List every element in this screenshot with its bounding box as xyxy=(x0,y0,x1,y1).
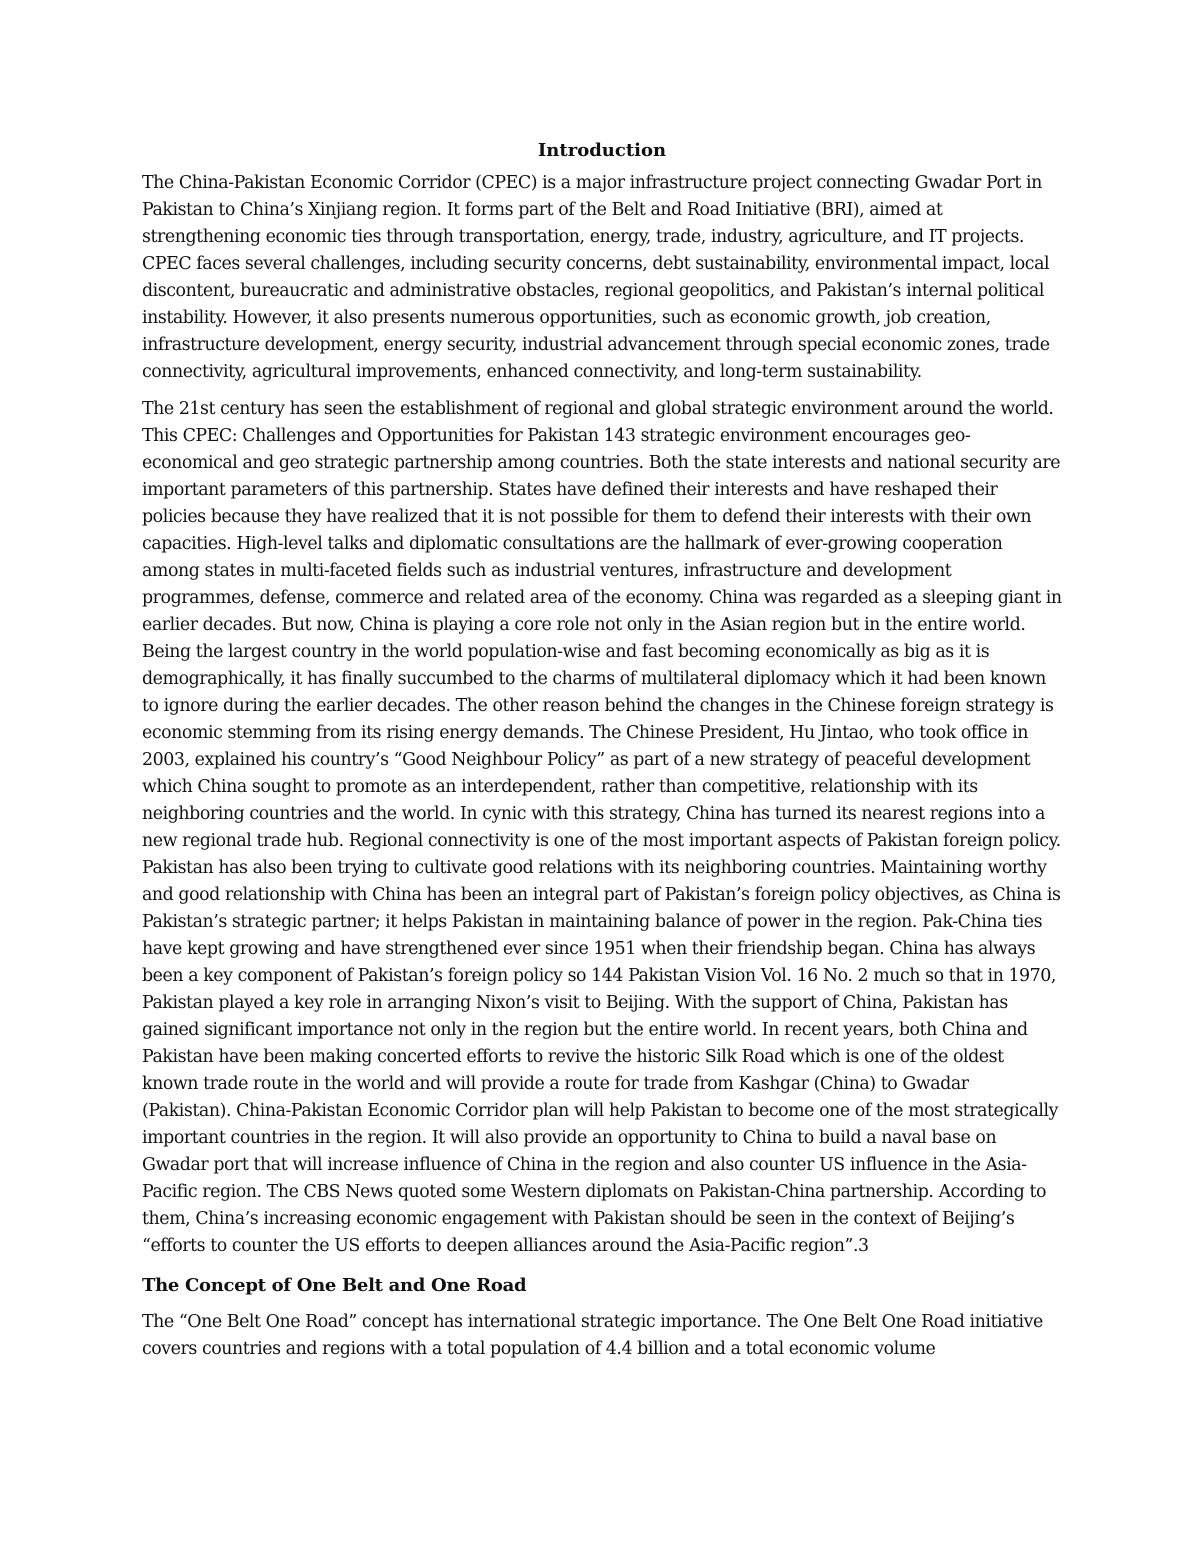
document-title: Introduction xyxy=(537,140,667,161)
paragraph-strategic-environment: The 21st century has seen the establishment of regional and global strategic environment around the world. This CPEC: Challenges and Opportunities for Pakistan 143 strategic environment encourages geo-economical and geo strategic partnership among countries. Both the state interests and national security are important parameters of this partnership. States have defined their interests and have reshaped their policies because they have realized that it is not possible for them to defend their interests with their own capacities. High-level talks and diplomatic consultations are the hallmark of ever-growing cooperation among states in multi-faceted fields such as industrial ventures, infrastructure and development programmes, defense, commerce and related area of the economy. China was regarded as a sleeping giant in earlier decades. But now, China is playing a core role not only in the Asian region but in the entire world. Being the largest country in the world population-wise and fast becoming economically as big as it is demographically, it has finally succumbed to the charms of multilateral diplomacy which it had been known to ignore during the earlier decades. The other reason behind the changes in the Chinese foreign strategy is economic stemming from its rising energy demands. The Chinese President, Hu Jintao, who took office in 2003, explained his country’s “Good Neighbour Policy” as part of a new strategy of peaceful development which China sought to promote as an interdependent, rather than competitive, relationship with its neighboring countries and the world. In cynic with this strategy, China has turned its nearest regions into a new regional trade hub. Regional connectivity is one of the most important aspects of Pakistan foreign policy. Pakistan has also been trying to cultivate good relations with its neighboring countries. Maintaining worthy and good relationship with China has been an integral part of Pakistan’s foreign policy objectives, as China is Pakistan’s strategic partner; it helps Pakistan in maintaining balance of power in the region. Pak-China ties have kept growing and have strengthened ever since 1951 when their friendship began. China has always been a key component of Pakistan’s foreign policy so 144 Pakistan Vision Vol. 16 No. 2 much so that in 1970, Pakistan played a key role in arranging Nixon’s visit to Beijing. With the support of China, Pakistan has gained significant importance not only in the region but the entire world. In recent years, both China and Pakistan have been making concerted efforts to revive the historic Silk Road which is one of the oldest known trade route in the world and will provide a route for trade from Kashgar (China) to Gwadar (Pakistan). China-Pakistan Economic Corridor plan will help Pakistan to become one of the most strategically important countries in the region. It will also provide an opportunity to China to build a naval base on Gwadar port that will increase influence of China in the region and also counter US influence in the Asia-Pacific region. The CBS News quoted some Western diplomats on Pakistan-China partnership. According to them, China’s increasing economic engagement with Pakistan should be seen in the context of Beijing’s “efforts to counter the US efforts to deepen alliances around the Asia-Pacific region”.3 xyxy=(142,399,1062,1256)
paragraph-introduction: The China-Pakistan Economic Corridor (CPEC) is a major infrastructure project connecting Gwadar Port in Pakistan to China’s Xinjiang region. It forms part of the Belt and Road Initiative (BRI), aimed at strengthening economic ties through transportation, energy, trade, industry, agriculture, and IT projects. CPEC faces several challenges, including security concerns, debt sustainability, environmental impact, local discontent, bureaucratic and administrative obstacles, regional geopolitics, and Pakistan’s internal political instability. However, it also presents numerous opportunities, such as economic growth, job creation, infrastructure development, energy security, industrial advancement through special economic zones, trade connectivity, agricultural improvements, enhanced connectivity, and long-term sustainability. xyxy=(142,173,1050,382)
paragraph-one-belt-one-road: The “One Belt One Road” concept has international strategic importance. The One Belt One Road initiative covers countries and regions with a total population of 4.4 billion and a total economic volume xyxy=(142,1312,1043,1359)
section-heading-one-belt-one-road: The Concept of One Belt and One Road xyxy=(142,1275,527,1296)
document-body xyxy=(142,138,1062,1373)
